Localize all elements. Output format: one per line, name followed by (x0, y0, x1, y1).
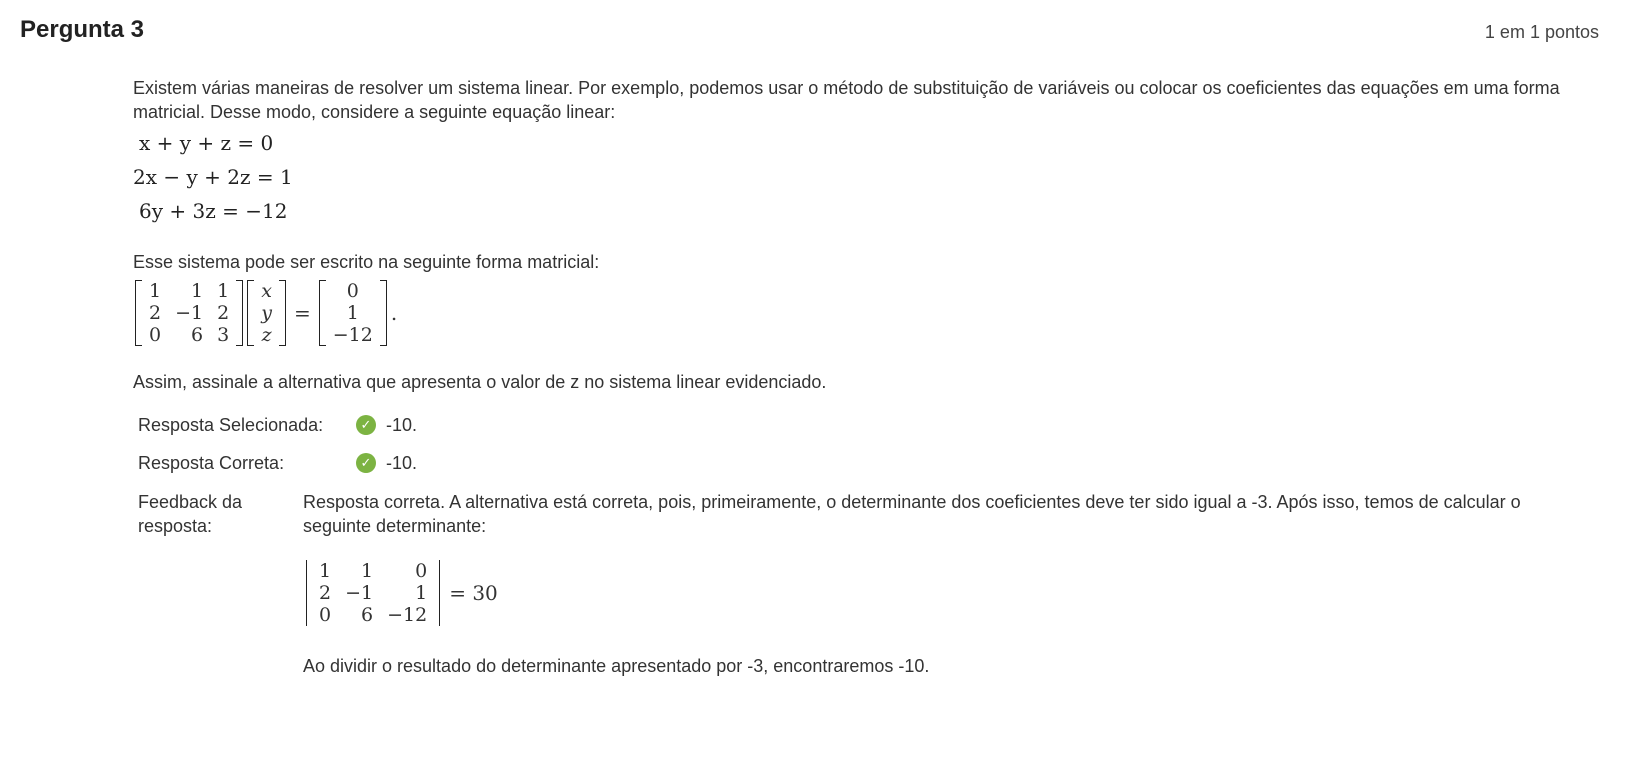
matrix-cell: −1 (175, 302, 204, 324)
feedback-section (133, 490, 1583, 678)
matrix-cell: 2 (319, 582, 332, 604)
vector-cell: 1 (346, 302, 359, 324)
equation-system (133, 126, 1583, 228)
matrix-cell: 3 (217, 324, 230, 346)
variable-vector (247, 278, 286, 348)
matrix-cell: 2 (217, 302, 230, 324)
selected-answer-value: -10. (386, 414, 418, 435)
equation-2: 2x − y + 2z = 1 (133, 165, 293, 189)
check-circle-icon: ✓ (356, 453, 376, 473)
matrix-cell: 1 (191, 280, 204, 302)
selected-answer-label: Resposta Selecionada: (138, 414, 324, 435)
question-content (133, 76, 1583, 678)
matrix-cell: 0 (149, 324, 162, 346)
matrix-cell: −1 (345, 582, 374, 604)
matrix-cell: 2 (149, 302, 162, 324)
equation-3: 6y + 3z = −12 (139, 199, 288, 223)
equation-1: x + y + z = 0 (139, 131, 274, 155)
vector-cell: −12 (332, 324, 373, 346)
question-intro: Existem várias maneiras de resolver um sistema linear. Por exemplo, podemos usar o método de substituição de variáveis ou colocar os coeficientes das equações em uma forma matricial. Desse modo, considere a seguinte equação linear: (133, 78, 1560, 122)
check-circle-icon: ✓ (356, 415, 376, 435)
matrix-cell: 1 (319, 560, 332, 582)
feedback-body (303, 490, 1573, 678)
determinant-matrix (305, 558, 441, 628)
matrix-cell: 0 (415, 560, 428, 582)
matrix-cell: 6 (361, 604, 374, 626)
determinant-expression (303, 558, 1573, 628)
matrix-equation (133, 278, 1583, 348)
question-prompt: Assim, assinale a alternativa que apresenta o valor de z no sistema linear evidenciado. (133, 372, 827, 392)
coefficient-matrix (135, 278, 243, 348)
correct-answer-label: Resposta Correta: (138, 452, 285, 473)
matrix-cell: −12 (387, 604, 428, 626)
determinant-result: = 30 (449, 581, 498, 605)
matrix-cell: 0 (319, 604, 332, 626)
rhs-vector (319, 278, 387, 348)
matrix-cell: 1 (415, 582, 428, 604)
matrix-cell: 1 (217, 280, 230, 302)
equals-sign: = (293, 301, 311, 325)
feedback-label: Feedback da resposta: (138, 492, 243, 536)
matrix-cell: 1 (149, 280, 162, 302)
vector-cell: 0 (346, 280, 359, 302)
feedback-text: Resposta correta. A alternativa está correta, pois, primeiramente, o determinante dos coeficientes deve ter sido igual a -3. Após isso, temos de calcular o seguinte determinante: (303, 492, 1521, 536)
period: . (390, 301, 398, 325)
correct-answer-row (133, 444, 1583, 482)
matrix-intro: Esse sistema pode ser escrito na seguinte forma matricial: (133, 252, 600, 272)
matrix-cell: 1 (361, 560, 374, 582)
vector-cell: z (261, 324, 272, 346)
vector-cell: x (261, 280, 272, 302)
vector-cell: y (261, 302, 272, 324)
question-title: Pergunta 3 (20, 16, 145, 43)
correct-answer-value: -10. (386, 452, 418, 473)
answer-table (133, 406, 1583, 482)
feedback-conclusion: Ao dividir o resultado do determinante apresentado por -3, encontraremos -10. (303, 656, 930, 676)
matrix-cell: 6 (191, 324, 204, 346)
selected-answer-row (133, 406, 1583, 444)
question-points: 1 em 1 pontos (1484, 22, 1599, 42)
